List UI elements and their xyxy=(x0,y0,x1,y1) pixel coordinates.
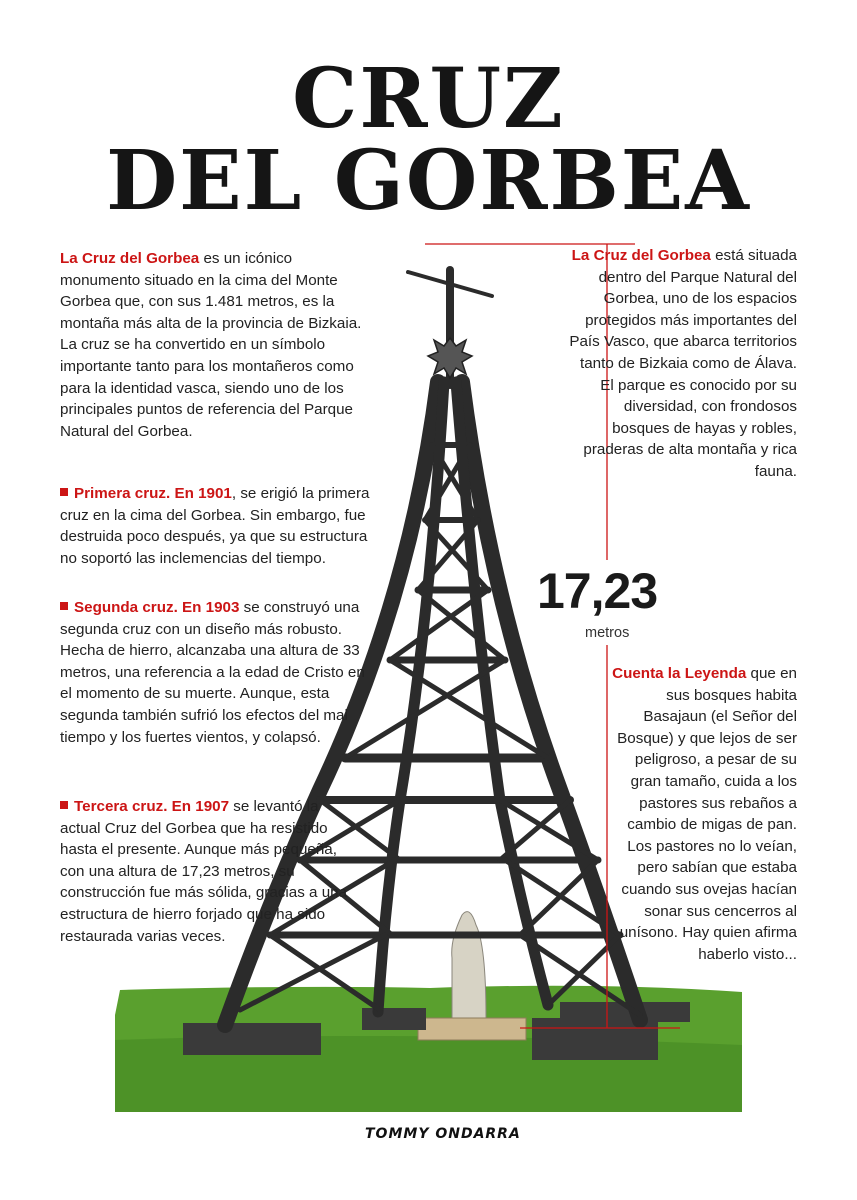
section-head: Primera cruz. En 1901 xyxy=(74,485,232,502)
stone-monolith xyxy=(452,912,486,1020)
park-paragraph xyxy=(567,245,797,483)
spire-star xyxy=(428,338,472,378)
bullet-icon xyxy=(60,602,68,610)
height-value: 17,23 xyxy=(537,563,658,619)
bullet-icon xyxy=(60,488,68,496)
height-unit: metros xyxy=(585,625,630,641)
intro-lead: La Cruz del Gorbea xyxy=(60,250,200,267)
legend-text: que en sus bosques habita Basajaun (el Señor del Bosque) y que lejos de ser peligroso, a pesar de su gran tamaño, cuida a los pastores sus rebaños a cambio de migas de pan. Los pastores no lo veían, pero sabían que estaba cuando sus ovejas hacían sonar sus cencerros al unísono. Hay quien afirma haberlo visto... xyxy=(617,665,797,963)
artist-signature: TOMMY ONDARRA xyxy=(365,1126,521,1142)
base-block-left xyxy=(183,1023,321,1055)
section-text: se construyó una segunda cruz con un diseño más robusto. Hecha de hierro, alcanzaba una altura de 33 metros, una referencia a la edad de Cristo en el momento de su muerte. Aunque, esta segunda también sufrió los efectos del mal tiempo y los fuertes vientos, y colapsó. xyxy=(60,599,365,746)
bullet-icon xyxy=(60,801,68,809)
intro-text: es un icónico monumento situado en la cima del Monte Gorbea que, con sus 1.481 metros, es la montaña más alta de la provincia de Bizkaia. La cruz se ha convertido en un símbolo importante tanto para los montañeros como para la identidad vasca, siendo uno de los principales puntos de referencia del Parque Natural del Gorbea. xyxy=(60,250,362,440)
page-title-line-2: DEL GORBEA xyxy=(106,133,751,229)
park-text: está situada dentro del Parque Natural del Gorbea, uno de los espacios protegidos más importantes del País Vasco, que abarca territorios tanto de Bizkaia como de Álava. El parque es conocido por su diversidad, con frondosos bosques de hayas y robles, praderas de alta montaña y rica fauna. xyxy=(569,247,797,480)
section-second-cross xyxy=(60,597,375,748)
section-head: Tercera cruz. En 1907 xyxy=(74,798,230,815)
section-text: se levantó la actual Cruz del Gorbea que ha resistido hasta el presente. Aunque más pequeña, con una altura de 17,23 metros, su construcción fue más sólida, gracias a una estructura de hierro forjado que ha sido restaurada varias veces. xyxy=(60,798,348,945)
section-third-cross xyxy=(60,796,360,947)
section-head: Segunda cruz. En 1903 xyxy=(74,599,240,616)
park-lead: La Cruz del Gorbea xyxy=(571,247,711,264)
legend-paragraph xyxy=(612,663,797,965)
intro-paragraph xyxy=(60,248,375,442)
section-first-cross xyxy=(60,483,375,569)
legend-lead: Cuenta la Leyenda xyxy=(612,665,747,682)
section-text: , se erigió la primera cruz en la cima del Gorbea. Sin embargo, fue destruida poco después, ya que su estructura no soportó las inclemencias del tiempo. xyxy=(60,485,370,567)
base-block-mid-left xyxy=(362,1008,426,1030)
page-title-line-1: CRUZ xyxy=(292,51,565,147)
